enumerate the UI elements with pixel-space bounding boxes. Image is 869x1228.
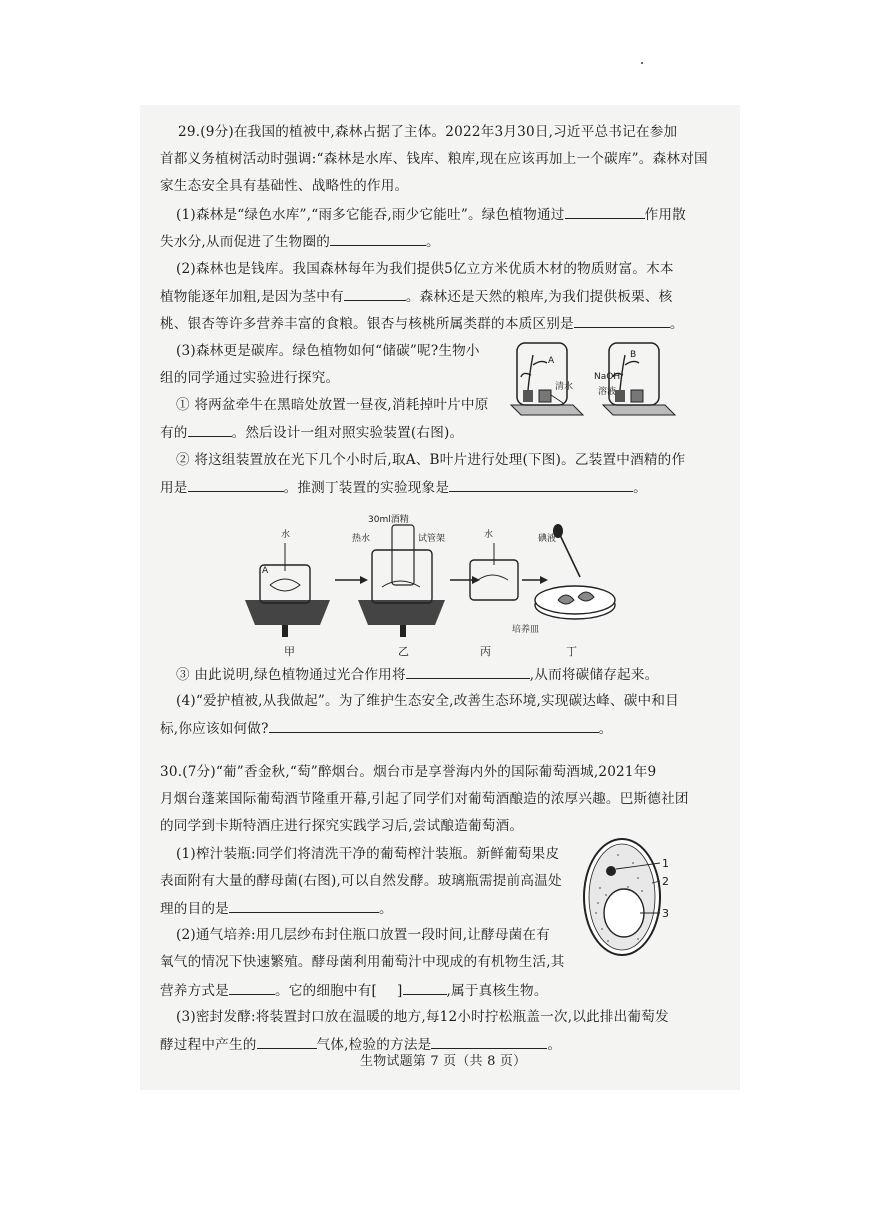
yeast-cell-figure <box>578 833 688 961</box>
q29-part4-text-b: 标,你应该如何做? <box>160 721 269 737</box>
q29-part2-text-e: 。 <box>669 316 684 332</box>
q29-part4-line-1: (4)“爱护植被,从我做起”。为了维护生态安全,改善生态环境,实现碳达峰、碳中和目 <box>176 693 679 709</box>
q29-part3-line-3: ① 将两盆牵牛在黑暗处放置一昼夜,消耗掉叶片中原 <box>176 397 489 413</box>
caption-bing: 丙 <box>480 645 491 658</box>
answer-blank-test-method[interactable] <box>431 1035 547 1049</box>
q29-intro-line-2: 首都义务植树活动时强调:“森林是水库、钱库、粮库,现在应该再加上一个碳库”。森林对国 <box>160 151 708 167</box>
q29-part4-line-2 <box>160 719 612 738</box>
step-label-petri-dish: 培养皿 <box>512 625 540 635</box>
corner-mark <box>641 62 643 64</box>
q30-part1-line-1: (1)榨汁装瓶:同学们将清洗干净的葡萄榨汁装瓶。新鲜葡萄果皮 <box>176 846 560 862</box>
answer-blank-structure-number[interactable] <box>377 982 397 995</box>
q29-part2-line-3 <box>160 314 684 333</box>
q29-part2-line-2 <box>160 287 672 306</box>
step-label-alcohol: 30ml酒精 <box>368 515 409 525</box>
q30-part2-text-c: 营养方式是 <box>160 983 229 999</box>
bell-label-water: 清水 <box>555 382 574 392</box>
q29-part3-text-g: 用是 <box>160 480 188 496</box>
bell-label-solution: 溶液 <box>598 387 617 397</box>
q30-intro-line-1: 30.(7分)“葡”香金秋,“萄”醉烟台。烟台市是享誉海内外的国际葡萄酒城,2021年9 <box>160 764 657 780</box>
q29-part2-text-b: 植物能逐年加粗,是因为茎中有 <box>160 289 344 305</box>
q29-part1-text-c: 失水分,从而促进了生物圈的 <box>160 234 331 250</box>
q29-intro-line-3: 家生态安全具有基础性、战略性的作用。 <box>160 178 409 194</box>
answer-blank-gas[interactable] <box>257 1035 317 1049</box>
yeast-label-2: 2 <box>662 875 669 888</box>
bell-label-naoh: NaOH <box>594 372 621 382</box>
caption-ding: 丁 <box>566 645 577 658</box>
q29-part3-text-e: 。然后设计一组对照实验装置(右图)。 <box>231 425 464 441</box>
answer-blank-cambium[interactable] <box>344 287 406 301</box>
q30-part2-line-1: (2)通气培养:用几层纱布封住瓶口放置一段时间,让酵母菌在有 <box>176 927 550 943</box>
q30-part3-text-b: 酵过程中产生的 <box>160 1037 257 1053</box>
q30-part3-text-d: 。 <box>547 1037 562 1053</box>
yeast-label-1: 1 <box>662 857 669 870</box>
q30-part1-text-d: 。 <box>378 901 393 917</box>
q29-part3-line-2: 组的同学通过实验进行探究。 <box>160 370 340 386</box>
q30-intro-line-2: 月烟台蓬莱国际葡萄酒节隆重开幕,引起了同学们对葡萄酒酿造的浓厚兴趣。巴斯德社团 <box>160 791 689 807</box>
q29-part3-text-j: ③ 由此说明,绿色植物通过光合作用将 <box>176 667 406 683</box>
q30-part2-text-d: 。它的细胞中有[ <box>274 983 378 999</box>
q29-part2-text-d: 桃、银杏等许多营养丰富的食粮。银杏与核桃所属类群的本质区别是 <box>160 316 574 332</box>
q29-part3-line-7 <box>176 665 658 684</box>
q29-part1-line-1 <box>176 205 686 224</box>
answer-blank-transpiration[interactable] <box>565 205 645 219</box>
caption-jia: 甲 <box>284 645 295 658</box>
step-label-hot-water: 热水 <box>352 534 371 544</box>
bell-label-a: A <box>548 356 555 366</box>
answer-blank-seed-difference[interactable] <box>574 314 670 328</box>
q30-part3-line-2 <box>160 1035 561 1054</box>
q29-part1-line-2 <box>160 232 440 251</box>
q30-part1-line-3 <box>160 899 393 918</box>
answer-blank-nutrition-mode[interactable] <box>229 981 275 995</box>
q29-part3-line-6 <box>160 478 647 497</box>
q30-part3-text-c: 气体,检验的方法是 <box>316 1037 432 1053</box>
q30-part2-line-2: 氧气的情况下快速繁殖。酵母菌利用葡萄汁中现成的有机物生活,其 <box>160 954 565 970</box>
answer-blank-starch[interactable] <box>188 423 232 437</box>
q30-intro-line-3: 的同学到卡斯特酒庄进行探究实践学习后,尝试酿造葡萄酒。 <box>160 818 524 834</box>
q30-part1-line-2: 表面附有大量的酵母菌(右图),可以自然发酵。玻璃瓶需提前高温处 <box>160 873 562 889</box>
caption-yi: 乙 <box>398 645 409 658</box>
q29-intro-line-1: 29.(9分)在我国的植被中,森林占据了主体。2022年3月30日,习近平总书记在参加 <box>178 124 678 140</box>
q30-part2-text-f: ,属于真核生物。 <box>446 983 548 999</box>
answer-blank-nucleus[interactable] <box>403 981 447 995</box>
q29-part3-line-5: ② 将这组装置放在光下几个小时后,取A、B叶片进行处理(下图)。乙装置中酒精的作 <box>176 452 686 468</box>
q30-part2-text-e: ] <box>397 983 403 999</box>
q29-part1-text-a: (1)森林是“绿色水库”,“雨多它能吞,雨少它能吐”。绿色植物通过 <box>176 207 565 223</box>
answer-blank-water-cycle[interactable] <box>330 232 426 246</box>
step-label-test-tube-rack: 试管架 <box>418 534 446 544</box>
answer-blank-action[interactable] <box>269 719 599 733</box>
bell-label-b: B <box>630 350 637 360</box>
q29-part2-text-c: 。森林还是天然的粮库,为我们提供板栗、核 <box>405 289 673 305</box>
q29-part3-line-1: (3)森林更是碳库。绿色植物如何“储碳”呢?生物小 <box>176 343 480 359</box>
q29-part3-text-k: ,从而将碳储存起来。 <box>529 667 659 683</box>
q30-part1-text-c: 理的目的是 <box>160 901 229 917</box>
step-label-a: A <box>262 566 269 576</box>
answer-blank-alcohol-role[interactable] <box>188 478 284 492</box>
q30-part3-line-1: (3)密封发酵:将装置封口放在温暖的地方,每12小时拧松瓶盖一次,以此排出葡萄发 <box>176 1009 669 1025</box>
q29-part3-line-4 <box>160 423 463 442</box>
step-label-iodine: 碘液 <box>538 534 557 544</box>
q29-part2-line-1: (2)森林也是钱库。我国森林每年为我们提供5亿立方米优质木材的物质财富。木本 <box>176 261 674 277</box>
answer-blank-carbon-storage[interactable] <box>406 665 530 679</box>
page-footer: 生物试题第 7 页（共 8 页） <box>360 1054 527 1069</box>
q29-part3-text-i: 。 <box>633 480 647 496</box>
q29-part4-text-c: 。 <box>598 721 613 737</box>
answer-blank-sterilize[interactable] <box>229 899 379 913</box>
q29-part1-text-d: 。 <box>426 234 440 250</box>
q29-part3-text-d: 有的 <box>160 425 188 441</box>
answer-blank-phenomenon[interactable] <box>449 478 633 492</box>
yeast-label-3: 3 <box>662 907 669 920</box>
step-label-water-1: 水 <box>281 530 291 540</box>
q29-part1-text-b: 作用散 <box>644 207 686 223</box>
process-figure <box>240 505 620 645</box>
step-label-water-3: 水 <box>484 530 494 540</box>
q29-part3-text-h: 。推测丁装置的实验现象是 <box>283 480 450 496</box>
q30-part2-line-3 <box>160 981 548 1000</box>
